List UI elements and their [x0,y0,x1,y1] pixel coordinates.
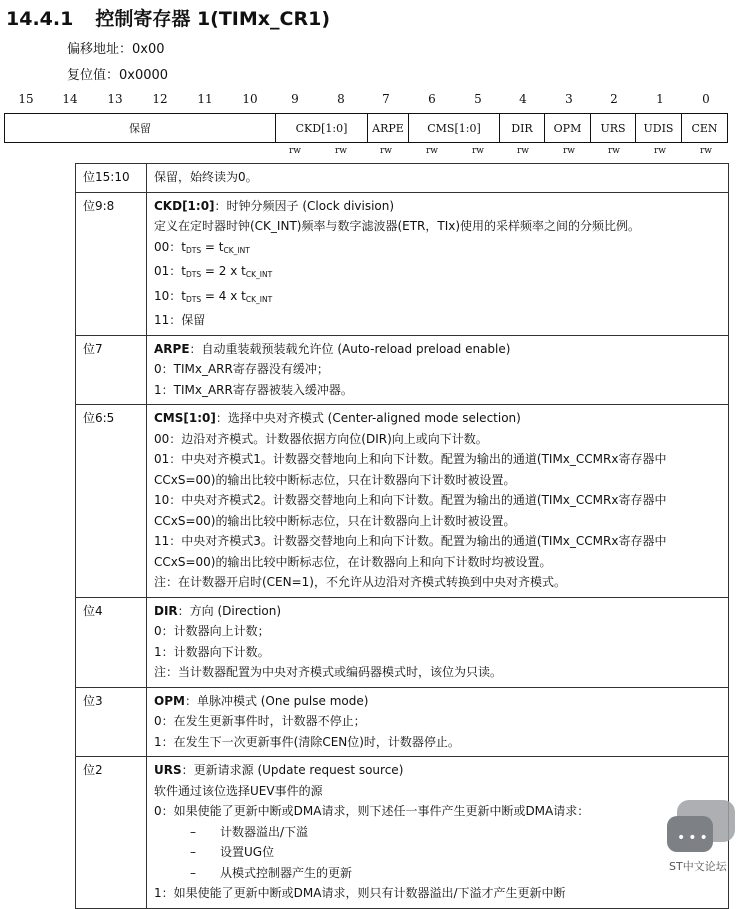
bit-number: 8 [337,92,345,106]
bit-description [147,405,729,598]
description-line: 定义在定时器时钟(CK_INT)频率与数字滤波器(ETR，TIx)使用的采样频率之间的分频比例。 [154,219,641,233]
urs-field: URS [591,114,636,142]
description-line: 0：计数器向上计数； [154,624,270,638]
bit-number: 0 [702,92,710,106]
offset-address: 偏移地址：0x00 [67,42,165,57]
bit-position: 位6:5 [76,405,147,598]
field-name: ARPE [154,341,190,356]
cen-field: CEN [691,121,718,135]
watermark-label: ST中文论坛 [669,860,727,873]
bullet-item: – 设置UG位 [154,842,723,863]
field-heading [154,601,723,622]
dash-icon: – [190,845,196,859]
bit-number: 10 [242,92,258,106]
field-title: ：更新请求源 (Update request source) [181,763,404,777]
arpe-field: ARPE [368,114,409,142]
opm-field: OPM [545,114,591,142]
bit-position: 位2 [76,757,147,909]
section-number: 14.4.1 [6,8,74,30]
field-name: DIR [154,603,178,618]
bit-number: 11 [197,92,213,106]
table-row [76,597,729,687]
description-note: 注：当计数器配置为中央对齐模式或编码器模式时，该位为只读。 [154,665,503,679]
bit-description [147,687,729,757]
description-line: 10：中央对齐模式2。计数器交替地向上和向下计数。配置为输出的通道(TIMx_CCMRx寄存器中CCxS=00)的输出比较中断标志位，只在计数器向上计数时被设置。 [154,493,667,528]
bullet-item: – 计数器溢出/下溢 [154,822,723,843]
table-row [76,335,729,405]
formula-line: 01：$t_{DTS} = 2$ x $t_{CK\_INT}$ [154,264,273,279]
bit-description [147,192,729,335]
field-heading [154,408,723,429]
description-line: 11：中央对齐模式3。计数器交替地向上和向下计数。配置为输出的通道(TIMx_CCMRx寄存器中CCxS=00)的输出比较中断标志位，在计数器向上和向下计数时均被设置。 [154,534,667,569]
description-line: 软件通过该位选择UEV事件的源 [154,783,323,798]
field-name: CKD[1:0] [154,198,215,213]
bit-number: 5 [474,92,482,106]
bit-number: 6 [428,92,436,106]
register-layout [4,113,728,143]
bit-position: 位4 [76,597,147,687]
ellipsis-icon: ••• [677,830,711,846]
bit-position: 位3 [76,687,147,757]
field-title: ：单脉冲模式 (One pulse mode) [184,693,369,708]
description-line: 1：如果使能了更新中断或DMA请求，则只有计数器溢出/下溢才产生更新中断 [154,886,566,900]
field-name: OPM [154,693,185,708]
description-line: 1：TIMx_ARR寄存器被装入缓冲器。 [154,382,353,397]
forum-watermark [663,800,745,878]
bit-number: 12 [152,92,168,106]
field-name: URS [154,763,182,777]
description-line: 1：在发生下一次更新事件(清除CEN位)时，计数器停止。 [154,734,460,749]
access-label: rw [334,146,348,156]
description-line: 0：TIMx_ARR寄存器没有缓冲； [154,362,329,376]
dash-icon: – [190,824,196,839]
access-label: rw [562,146,576,156]
dir-field: DIR [500,114,545,142]
formula-line: 00：$t_{DTS} = t_{CK\_INT}$ [154,239,250,255]
bit-number: 15 [18,92,34,106]
field-heading [154,196,723,217]
bit-position: 位15:10 [76,164,147,193]
bit-number: 9 [291,92,299,106]
access-label: rw [607,146,621,156]
table-row [76,192,729,335]
bit-number: 1 [656,92,664,106]
access-label: rw [516,146,530,156]
reserved-field: 保留 [5,114,276,142]
description-note: 注：在计数器开启时(CEN=1)，不允许从边沿对齐模式转换到中央对齐模式。 [154,575,566,589]
table-row [76,164,729,193]
bit-position: 位9:8 [76,192,147,335]
bit-description-table [75,163,729,909]
section-heading [6,4,330,31]
bit-number: 14 [62,92,78,106]
dash-icon: – [190,865,196,880]
description-line: 0：如果使能了更新中断或DMA请求，则下述任一事件产生更新中断或DMA请求： [154,804,590,818]
bit-description [147,757,729,909]
bit-description [147,335,729,405]
bit-number: 7 [382,92,390,106]
field-heading [154,760,723,781]
bit-number: 3 [565,92,573,106]
cms-field: CMS[1:0] [409,114,500,142]
field-name: CMS[1:0] [154,411,216,425]
bit-position: 位7 [76,335,147,405]
table-row [76,757,729,909]
access-label: rw [425,146,439,156]
description-line: 1：计数器向下计数。 [154,644,270,659]
field-title: ：自动重装载预装载允许位 (Auto-reload preload enable) [189,341,511,356]
field-title: ：时钟分频因子 (Clock division) [214,198,395,213]
bit-number-row [0,92,749,108]
description-line: 保留，始终读为0。 [154,170,258,184]
access-label: rw [699,146,713,156]
access-label: rw [288,146,302,156]
description-line: 01：中央对齐模式1。计数器交替地向上和向下计数。配置为输出的通道(TIMx_CCMRx寄存器中CCxS=00)的输出比较中断标志位，只在计数器向下计数时被设置。 [154,452,667,487]
formula-line: 10：$t_{DTS} = 4$ x $t_{CK\_INT}$ [154,288,273,304]
bullet-item: – 从模式控制器产生的更新 [154,863,723,884]
description-line: 0：在发生更新事件时，计数器不停止； [154,714,366,728]
ckd-field: CKD[1:0] [276,114,368,142]
field-title: ：方向 (Direction) [177,603,282,618]
bit-number: 2 [610,92,618,106]
udis-field: UDIS [636,114,682,142]
field-title: ：选择中央对齐模式 (Center-aligned mode selection) [215,411,521,425]
description-line: 00：边沿对齐模式。计数器依据方向位(DIR)向上或向下计数。 [154,431,488,446]
access-label: rw [471,146,485,156]
table-row [76,405,729,598]
description-line: 11：保留 [154,313,206,327]
field-heading [154,691,723,712]
reset-value: 复位值：0x0000 [67,68,169,83]
access-label: rw [653,146,667,156]
bit-description [147,597,729,687]
access-label: rw [379,146,393,156]
bit-number: 13 [107,92,123,106]
bit-number: 4 [519,92,527,106]
table-row [76,687,729,757]
section-title: 控制寄存器 1(TIMx_CR1) [95,8,331,30]
field-heading [154,339,723,360]
bit-description [147,164,729,193]
